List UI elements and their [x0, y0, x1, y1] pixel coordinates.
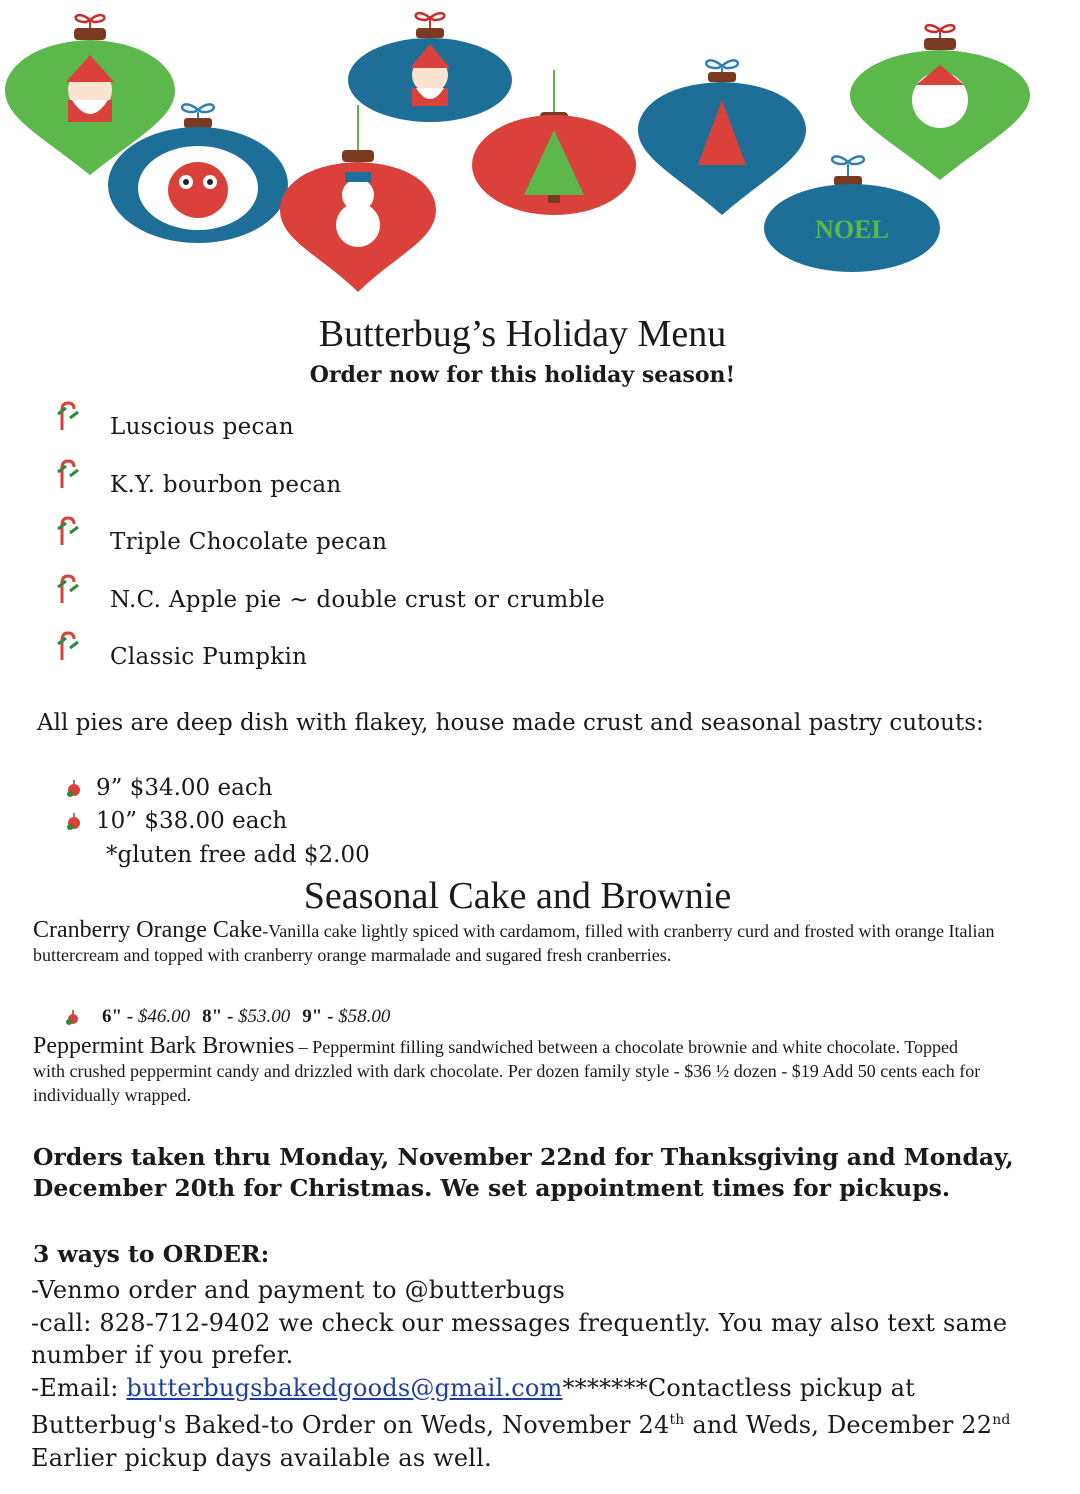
list-item — [52, 630, 752, 688]
ornament-bullet-icon — [62, 1008, 84, 1028]
cranberry-cake-description — [33, 918, 1023, 967]
price-row — [62, 775, 273, 801]
ornament-bullet-icon — [62, 778, 86, 800]
cranberry-cake-name: Cranberry Orange Cake — [33, 917, 263, 943]
list-item — [52, 400, 752, 458]
pie-label: N.C. Apple pie ~ double crust or crumble — [110, 586, 606, 613]
candy-cane-icon — [52, 458, 82, 490]
price-row — [62, 808, 287, 834]
ornament-santa-blue — [348, 13, 512, 122]
email-line — [31, 1372, 1051, 1475]
cake-price: $46.00 — [137, 1006, 191, 1027]
price-10-inch: 10” $38.00 each — [96, 808, 288, 834]
ornament-bullet-icon — [62, 811, 86, 833]
pickup-text-2: and Weds, December 22 — [684, 1411, 993, 1439]
email-link[interactable]: butterbugsbakedgoods@gmail.com — [126, 1373, 563, 1402]
noel-text: NOEL — [815, 215, 889, 244]
pies-description: All pies are deep dish with flakey, house made crust and seasonal pastry cutouts: — [37, 710, 984, 736]
list-item — [52, 573, 752, 631]
pie-label: Classic Pumpkin — [110, 644, 308, 670]
contact-info — [31, 1274, 1051, 1474]
cake-size: 6" - — [102, 1006, 138, 1027]
cranberry-cake-text: -Vanilla cake lightly spiced with cardamom, filled with cranberry curd and frosted with orange Italian buttercream and topped with cranberry orange marmalade and sugared fresh cranberries. — [33, 921, 995, 965]
ornament-tree-blue — [638, 60, 806, 215]
call-line: -call: 828-712-9402 we check our messages frequently. You may also text same number if you prefer. — [31, 1308, 1008, 1369]
menu-title: Butterbug’s Holiday Menu — [318, 313, 727, 355]
ornament-banner — [0, 0, 1080, 300]
candy-cane-icon — [52, 400, 82, 432]
email-prefix: -Email: — [31, 1373, 127, 1402]
menu-subtitle: Order now for this holiday season! — [309, 362, 736, 388]
pie-label: Luscious pecan — [110, 414, 294, 440]
pickup-sup-1: th — [669, 1412, 685, 1428]
price-9-inch: 9” $34.00 each — [96, 775, 273, 801]
cake-size: 9" - — [302, 1006, 339, 1027]
order-deadline: Orders taken thru Monday, November 22nd for Thanksgiving and Monday, December 20th for Christmas. We set appointment times for pickups. — [33, 1143, 1014, 1202]
cake-prices — [62, 1006, 402, 1028]
cake-size: 8" - — [202, 1006, 239, 1027]
ornament-noel — [764, 156, 940, 272]
ornament-snowman-red — [280, 105, 436, 292]
candy-cane-icon — [52, 515, 82, 547]
pie-label: Triple Chocolate pecan — [110, 529, 388, 555]
brownie-name: Peppermint Bark Brownies — [33, 1033, 295, 1059]
pie-list — [52, 400, 752, 688]
cake-price: $53.00 — [238, 1006, 291, 1027]
list-item — [52, 515, 752, 573]
brownie-text: – Peppermint filling sandwiched between a chocolate brownie and white chocolate. Topped with crushed peppermint candy and drizzled with dark chocolate. Per dozen family style - $36 ½ dozen - $19 Add 50 cents each for individually wrapped. — [33, 1037, 981, 1105]
section-title-cakes: Seasonal Cake and Brownie — [303, 875, 732, 917]
gluten-free-note: *gluten free add $2.00 — [106, 842, 370, 868]
pickup-text-3: Earlier pickup days available as well. — [31, 1443, 492, 1472]
ornament-snowman-green — [850, 25, 1030, 180]
candy-cane-icon — [52, 630, 82, 662]
cake-price: $58.00 — [338, 1006, 391, 1027]
pickup-text-1: *******Contactless pickup at Butterbug's Baked-to Order on Weds, November 24 — [31, 1373, 915, 1439]
pie-label: K.Y. bourbon pecan — [110, 471, 342, 498]
brownie-description — [33, 1034, 993, 1107]
pickup-sup-2: nd — [992, 1412, 1011, 1428]
list-item — [52, 458, 752, 516]
ways-heading: 3 ways to ORDER: — [33, 1240, 270, 1268]
venmo-line: -Venmo order and payment to @butterbugs — [31, 1276, 566, 1304]
candy-cane-icon — [52, 573, 82, 605]
